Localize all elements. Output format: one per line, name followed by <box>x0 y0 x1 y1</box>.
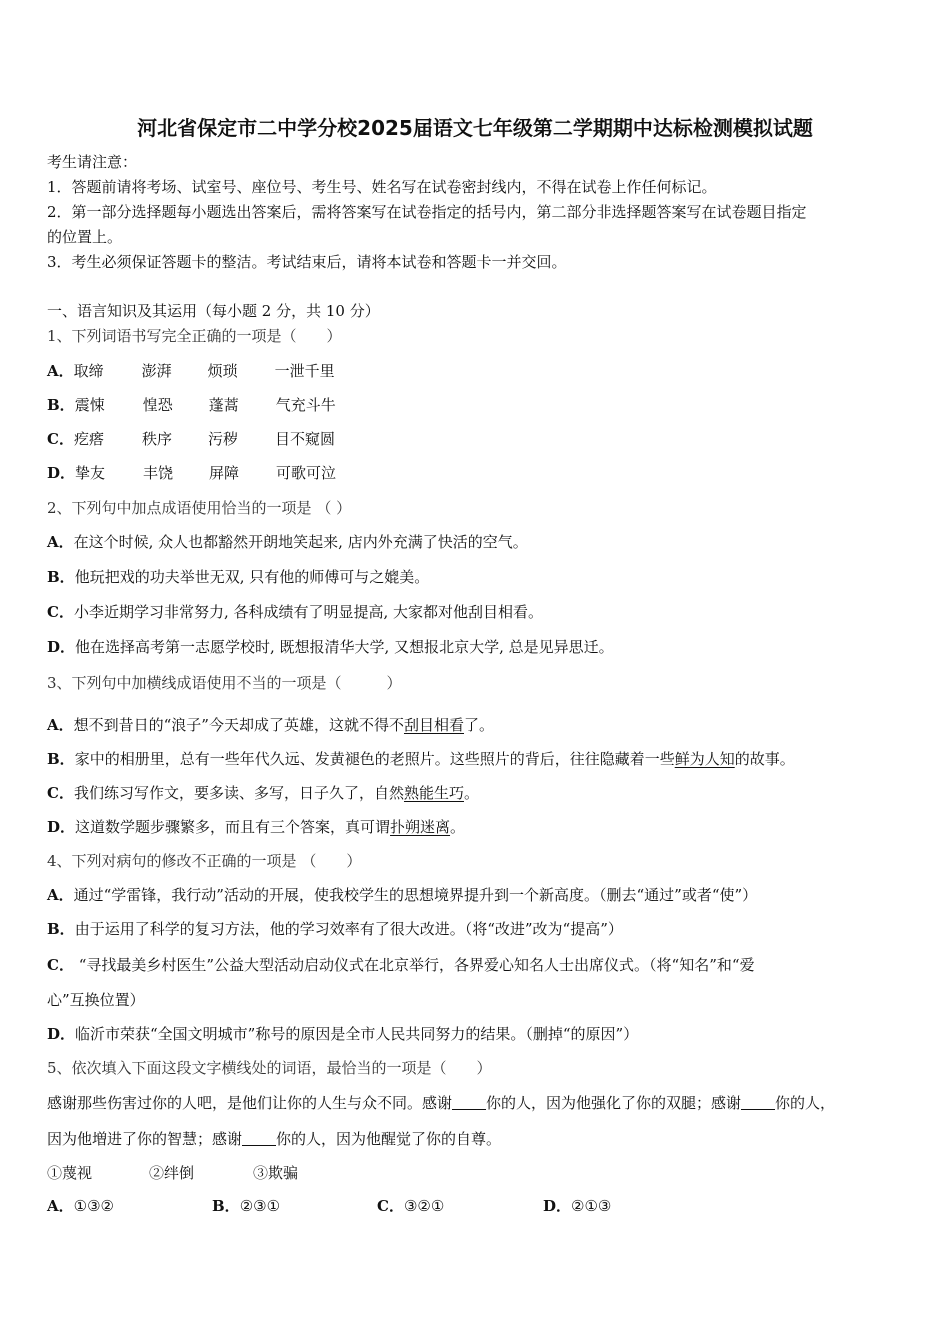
option-text: 临沂市荣获“全国文明城市”称号的原因是全市人民共同努力的结果。（删掉“的原因”） <box>75 1025 639 1043</box>
q5-option-d <box>543 1196 611 1216</box>
option-label: C． <box>47 430 74 448</box>
option-word: 秩序 <box>141 430 172 448</box>
q2-option-a <box>47 532 528 552</box>
option-label: B． <box>47 568 75 586</box>
option-label: D． <box>47 1025 76 1043</box>
q3-stem: 3、下列句中加横线成语使用不当的一项是（ ） <box>47 674 402 692</box>
q4-option-c-cont: 心”互换位置） <box>47 991 145 1009</box>
q5-passage-line-1 <box>47 1093 835 1113</box>
option-label: D． <box>47 638 76 656</box>
option-text: 由于运用了科学的复习方法，他的学习效率有了很大改进。（将“改进”改为“提高”） <box>74 920 623 938</box>
option-text: 。 <box>450 818 466 836</box>
option-word: 一泄千里 <box>274 362 335 380</box>
underlined-idiom: 扑朔迷离 <box>390 818 451 836</box>
option-text: 他在选择高考第一志愿学校时, 既想报清华大学, 又想报北京大学, 总是见异思迁。 <box>75 638 614 656</box>
q3-option-b <box>47 749 795 769</box>
option-label: A． <box>47 886 74 904</box>
choice-word: ①蔑视 <box>47 1164 93 1182</box>
option-label: D． <box>47 818 76 836</box>
option-text: ②③① <box>239 1197 281 1215</box>
fill-blank <box>741 1095 775 1110</box>
option-text: 想不到昔日的“浪子”今天却成了英雄，这就不得不 <box>73 716 404 734</box>
underlined-idiom: 鲜为人知 <box>674 750 735 768</box>
option-text: 通过“学雷锋，我行动”活动的开展，使我校学生的思想境界提升到一个新高度。（删去“通过”或者“使”） <box>73 886 758 904</box>
option-text: “寻找最美乡村医生”公益大型活动启动仪式在北京举行，各界爱心知名人士出席仪式。（将“知名”和“爱 <box>73 956 755 974</box>
q3-option-c <box>47 783 479 803</box>
option-text: ②①③ <box>571 1197 612 1215</box>
option-label: A． <box>47 533 74 551</box>
option-label: A． <box>47 716 74 734</box>
option-word: 屏障 <box>209 464 240 482</box>
option-text: ③②① <box>403 1197 445 1215</box>
option-label: B． <box>47 920 75 938</box>
q4-option-c <box>47 955 755 975</box>
option-word: 澎湃 <box>141 362 172 380</box>
q5-stem: 5、依次填入下面这段文字横线处的词语，最恰当的一项是（ ） <box>47 1059 492 1077</box>
option-text: 我们练习写作文，要多读、多写，日子久了，自然 <box>73 784 404 802</box>
option-text: 了。 <box>464 716 495 734</box>
option-label: C． <box>377 1197 404 1215</box>
underlined-idiom: 熟能生巧 <box>403 784 464 802</box>
option-label: C． <box>47 603 74 621</box>
notice-heading: 考生请注意： <box>47 153 138 171</box>
option-word: 疙瘩 <box>73 430 104 448</box>
notice-item-3: 3．考生必须保证答题卡的整洁。考试结束后，请将本试卷和答题卡一并交回。 <box>47 253 567 271</box>
option-word: 烦琐 <box>207 362 238 380</box>
choice-word: ②绊倒 <box>149 1164 195 1182</box>
option-word: 蓬蒿 <box>208 396 239 414</box>
option-label: D． <box>543 1197 572 1215</box>
q5-option-b <box>212 1196 377 1216</box>
q4-option-b <box>47 919 623 939</box>
option-word: 可歌可泣 <box>276 464 337 482</box>
option-label: C． <box>47 956 74 974</box>
option-text: 的故事。 <box>734 750 795 768</box>
q2-option-c <box>47 602 543 622</box>
passage-text: 因为他増进了你的智慧；感谢 <box>47 1130 243 1148</box>
notice-item-2: 2．第一部分选择题每小题选出答案后，需将答案写在试卷指定的括号内，第二部分非选择题答案写在试卷题目指定 <box>47 203 807 221</box>
choice-word: ③欺骗 <box>253 1164 299 1182</box>
option-label: D． <box>47 464 76 482</box>
option-label: C． <box>47 784 74 802</box>
option-label: B． <box>212 1197 240 1215</box>
q1-option-a <box>47 361 335 381</box>
option-label: A． <box>47 1197 74 1215</box>
q1-option-d <box>47 463 336 483</box>
option-text: 在这个时候, 众人也都豁然开朗地笑起来, 店内外充满了快活的空气。 <box>73 533 528 551</box>
option-text: 家中的相册里，总有一些年代久远、发黄褪色的老照片。这些照片的背后，往往隐藏着一些 <box>74 750 675 768</box>
exam-title: 河北省保定市二中学分校2025届语文七年级第二学期期中达标检测模拟试题 <box>137 116 813 140</box>
option-label: A． <box>47 362 74 380</box>
notice-item-1: 1．答题前请将考场、试室号、座位号、考生号、姓名写在试卷密封线内，不得在试卷上作任何标记。 <box>47 178 717 196</box>
q2-stem: 2、下列句中加点成语使用恰当的一项是 （ ） <box>47 499 352 517</box>
underlined-idiom: 刮目相看 <box>403 716 464 734</box>
notice-item-2-cont: 的位置上。 <box>47 228 123 246</box>
option-text: 小李近期学习非常努力, 各科成绩有了明显提高, 大家都对他刮目相看。 <box>73 603 544 621</box>
q4-option-d <box>47 1024 638 1044</box>
q1-stem: 1、下列词语书写完全正确的一项是（ ） <box>47 327 342 345</box>
q4-stem: 4、下列对病句的修改不正确的一项是 （ ） <box>47 852 362 870</box>
option-label: B． <box>47 750 75 768</box>
passage-text: 你的人， <box>775 1094 836 1112</box>
option-word: 挚友 <box>75 464 106 482</box>
option-word: 目不窥圆 <box>274 430 335 448</box>
q3-option-a <box>47 715 494 735</box>
q1-option-c <box>47 429 335 449</box>
fill-blank <box>242 1131 276 1146</box>
q3-option-d <box>47 817 465 837</box>
option-word: 气充斗牛 <box>275 396 336 414</box>
q2-option-b <box>47 567 429 587</box>
q5-option-a <box>47 1196 212 1216</box>
option-text: 。 <box>463 784 479 802</box>
q1-option-b <box>47 395 336 415</box>
passage-text: 你的人，因为他强化了你的双腿；感谢 <box>486 1094 742 1112</box>
option-word: 污秽 <box>207 430 238 448</box>
option-word: 丰饶 <box>143 464 174 482</box>
q5-passage-line-2 <box>47 1129 501 1149</box>
q5-options <box>47 1196 611 1216</box>
option-word: 取缔 <box>73 362 104 380</box>
option-label: B． <box>47 396 75 414</box>
option-text: ①③② <box>73 1197 114 1215</box>
q4-option-a <box>47 885 757 905</box>
q5-option-c <box>377 1196 543 1216</box>
passage-text: 感谢那些伤害过你的人吧，是他们让你的人生与众不同。感谢 <box>47 1094 453 1112</box>
fill-blank <box>452 1095 486 1110</box>
option-text: 这道数学题步骤繁多，而且有三个答案，真可谓 <box>75 818 391 836</box>
option-text: 他玩把戏的功夫举世无双, 只有他的师傅可与之媲美。 <box>74 568 430 586</box>
passage-text: 你的人，因为他醒觉了你的自尊。 <box>276 1130 502 1148</box>
q5-choices <box>47 1163 298 1183</box>
section-heading: 一、语言知识及其运用（每小题 2 分，共 10 分） <box>47 302 380 320</box>
option-word: 震悚 <box>74 396 105 414</box>
q2-option-d <box>47 637 614 657</box>
option-word: 惶恐 <box>142 396 173 414</box>
